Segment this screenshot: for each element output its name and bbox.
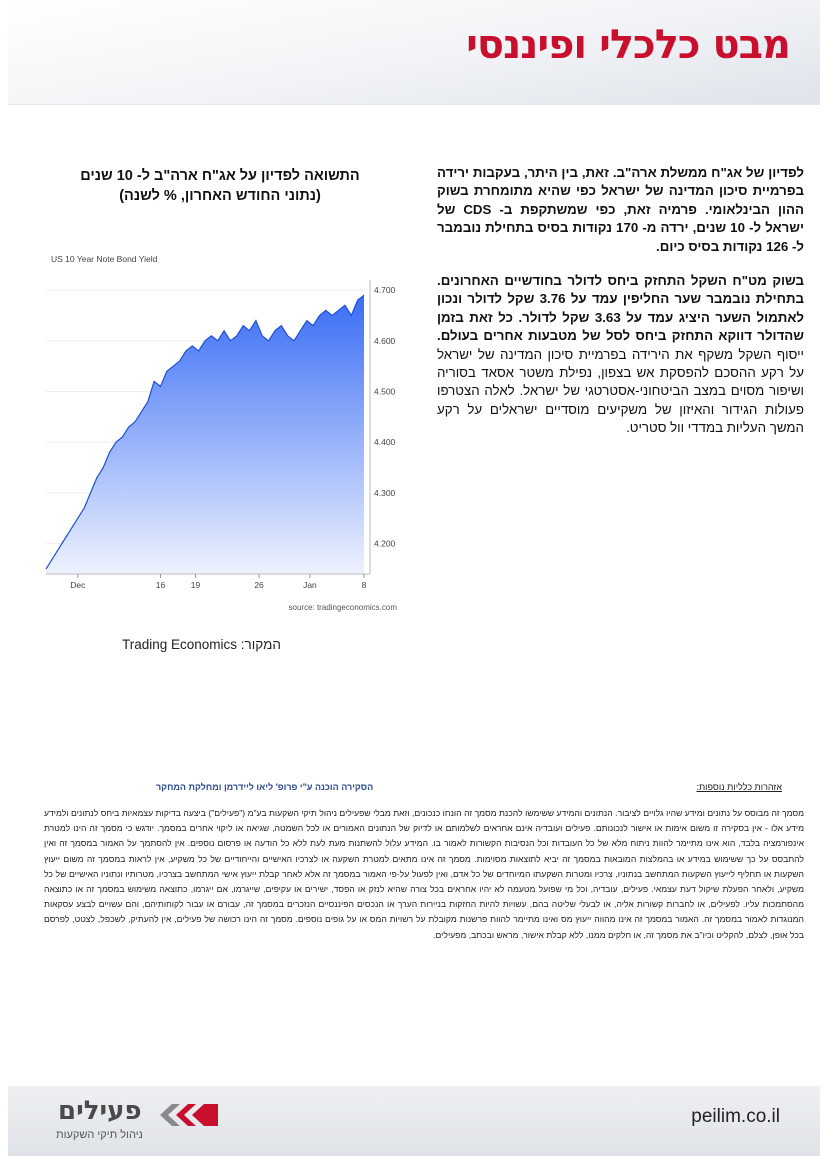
chart-inner-title: US 10 Year Note Bond Yield xyxy=(51,254,158,264)
bond-yield-chart xyxy=(44,250,404,620)
logo-name: פעילים xyxy=(58,1096,142,1126)
chart-x-ticks xyxy=(70,574,366,590)
paragraph-1-text: לפדיון של אג"ח ממשלת ארה"ב. זאת, בין היתר, בעקבות ירידה בפרמיית סיכון המדינה של ישראל כפי שהיא מתומחרת בשוק ההון הבינלאומי. פרמיה זאת, כפי שמשתקפת ב- CDS של ישראל ל- 10 שנים, ירדה מ- 170 נקודות בסיס בתחילת נובמבר ל- 126 נקודות בסיס כיום. xyxy=(437,165,804,254)
page-title: מבט כלכלי ופיננסי xyxy=(466,22,790,68)
chart-source: המקור: Trading Economics xyxy=(122,637,281,652)
article-paragraph-2 xyxy=(437,272,804,438)
chart-x-tick-label: Dec xyxy=(70,580,86,590)
website-link[interactable]: peilim.co.il xyxy=(691,1106,780,1127)
chart-heading-line-1: התשואה לפדיון על אג"ח ארה"ב ל- 10 שנים xyxy=(80,168,360,184)
chart-y-tick-label: 4.300 xyxy=(374,487,396,498)
chart-y-tick-label: 4.700 xyxy=(374,285,396,296)
chart-x-tick-label: Jan xyxy=(303,580,317,590)
disclaimer-text: מסמך זה מבוסס על נתונים ומידע שהיו גלויים לציבור. הנתונים והמידע ששימשו להכנת מסמך זה הונחו כנכונים, וזאת מבלי שפעילים ניהול תיקי השקעות בע"מ ("פעילים") ביצעה בדיקות עצמאיות ביחס לנתונים ולמידע מידע אלו - אין בסקירה זו משום אימות או אישור לנכונותם. פעילים ועובדיה אינם אחראים לשלמותם או לדיוק של הנתונים האמורים או לכל השמטה, שגיאה או ליקוי אחרים במסמך. יודגש כי מסמך זה הינו למטרת אינפורמציה בלבד, הוא אינו מתיימר להוות ניתוח מלא של כל העובדות וכל הנסיבות הקשורות לאמור בו. המידע עלול להשתנות מעת לעת ללא כל הודעה או פרסום נוספים. אין להסתמך על האמור במסמך זה ואין להתבסס על כך ששימוש במידע או בהמלצות המובאות במסמך זה יביא לתוצאות מסוימות. מסמך זה אינו מתאים למטרת השקעה או לצרכיו האישיים והייחודיים של כל משקיע, אין לראות במסמך זה משום ייעוץ השקעות או תחליף לייעוץ השקעות המתחשב בנתוניו, צרכיו ומטרות השקעתו המיוחדים של כל אדם, ואין לפעול על-פי האמור במסמך זה אלא לאחר קבלת ייעוץ אישי המתחשב בצרכיו, מטרותיו ונתוניו האישיים של כל משקיע, ולאחר הפעלת שיקול דעת עצמאי. פעילים, עובדיה, וכל מי שפועל מטעמה לא יהיו אחראים בכל צורה שהיא לנזק או הפסד, ישירים או עקיפים, שייגרמו, אם ייגרמו, כתוצאה משימוש במסמך זה או כתוצאה מהסתמכות עליו. לפעילים, או לחברות קשורות אליה, או לבעלי שליטה בהם, עשויות להיות החזקות בניירות הערך או הנכסים הפיננסיים הנזכרים במסמך זה, עבורם או עבור לקוחותיהם, והם עשויים לבצע עסקאות המנוגדות לאמור במסמך זה. האמור במסמך זה אינו מהווה ייעוץ מס ואינו מתיימר להוות פרשנות מקובלת על רשויות המס או על גופים נוספים. מסמך זה הינו רכושה של פעילים, אין להעתיק, לשכפל, לצטט, לפרסם בכל אופן, לצלם, להקליט וכיו"ב את מסמך זה, או חלקים ממנו, ללא קבלת אישור, מראש ובכתב, מפעילים. xyxy=(44,808,804,940)
disclaimer-heading: אזהרות כלליות נוספות: xyxy=(696,782,782,792)
header-banner xyxy=(8,0,820,105)
paragraph-2-bold-text: בשוק מט"ח השקל התחזק ביחס לדולר בחודשיים האחרונים. בתחילת נובמבר שער החליפין עמד על 3.76 שקל לדולר ונכון לאתמול השער היציג עמד על 3.63 שקל לדולר. כל זאת בזמן שהדולר דווקא התחזק ביחס לסל של מטבעות אחרים בעולם. xyxy=(437,273,804,344)
chart-x-tick-label: 16 xyxy=(155,580,166,590)
logo-chevrons-icon xyxy=(158,1102,220,1128)
chart-y-tick-label: 4.200 xyxy=(374,538,396,549)
chart-svg xyxy=(44,250,404,620)
chart-area-fill xyxy=(46,295,364,574)
company-logo xyxy=(52,1096,227,1146)
paragraph-2-text: ייסוף השקל משקף את הירידה בפרמיית סיכון המדינה של ישראל על רקע ההסכם להפסקת אש בצפון, נפילת משטר אסאד בסוריה ושיפור מסוים במצב הביטחוני-אסטרטגי של ישראל. לאלה הצטרפו פעולות הגידור והאיזון של משקיעים מוסדיים ישראלים על רקע המשך העליות במדדי וול סטריט. xyxy=(437,346,804,436)
article-column xyxy=(437,164,804,454)
chart-y-ticks xyxy=(374,285,396,548)
disclaimer-author: הסקירה הוכנה ע"י פרופ' ליאו ליידרמן ומחלקת המחקר xyxy=(156,782,374,792)
footer xyxy=(8,1086,820,1156)
chart-x-tick-label: 19 xyxy=(190,580,201,590)
article-paragraph-1 xyxy=(437,164,804,256)
chart-y-tick-label: 4.500 xyxy=(374,386,396,397)
chart-y-tick-label: 4.400 xyxy=(374,437,396,448)
chart-y-tick-label: 4.600 xyxy=(374,335,396,346)
chart-x-tick-label: 8 xyxy=(361,580,367,590)
logo-tagline: ניהול תיקי השקעות xyxy=(56,1129,143,1141)
chart-heading-line-2: (נתוני החודש האחרון, % לשנה) xyxy=(119,188,321,204)
chart-heading xyxy=(40,166,400,206)
chart-credit: source: tradingeconomics.com xyxy=(288,603,397,612)
chart-x-tick-label: 26 xyxy=(254,580,264,590)
